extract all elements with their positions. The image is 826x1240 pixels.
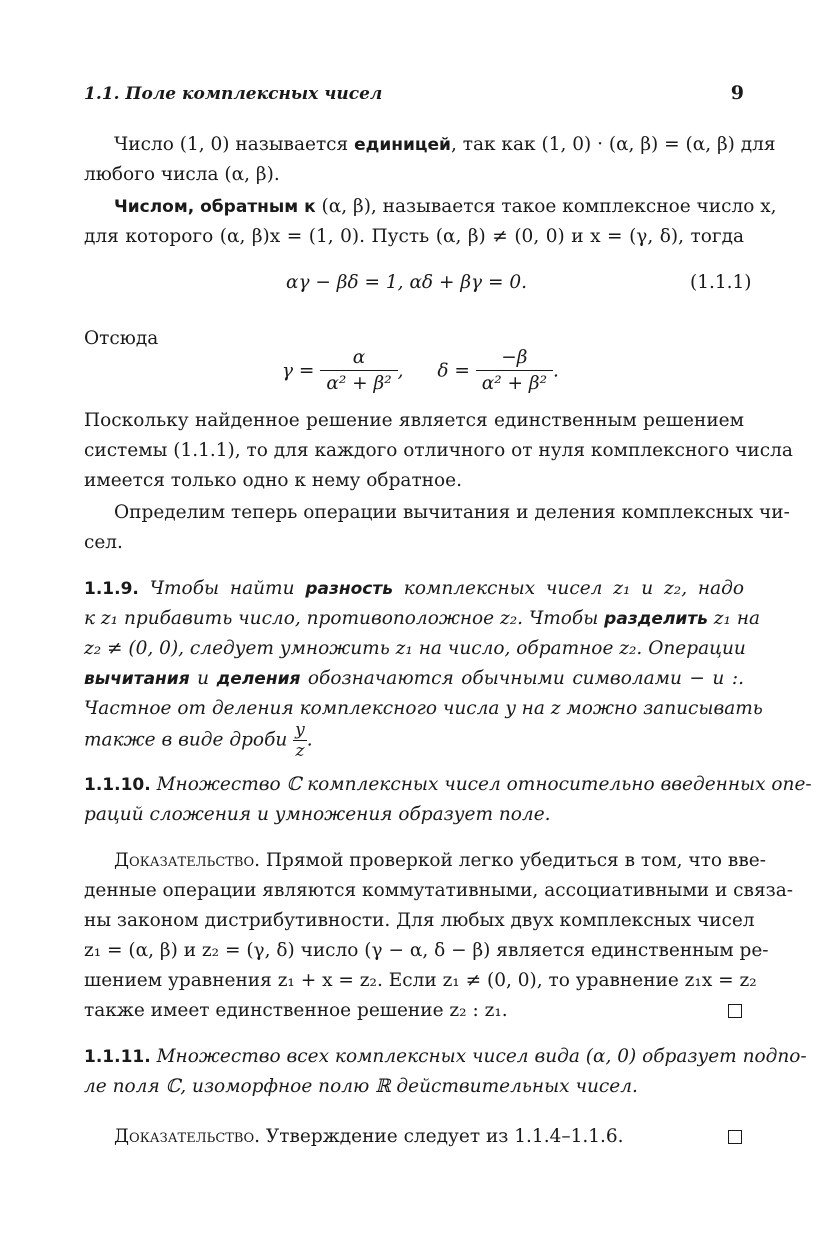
fraction-separator: , xyxy=(397,360,404,382)
para1-text-a: Число (1, 0) называется xyxy=(114,134,355,155)
y-over-z-fraction xyxy=(293,720,307,761)
frac-denominator: z xyxy=(295,741,305,761)
para2-line1 xyxy=(114,192,777,222)
def-text: также в виде дроби xyxy=(84,729,288,751)
proof-1-1-10-line6: также имеет единственное решение z₂ : z₁. xyxy=(84,1000,508,1021)
term-inverse: Числом, обратным к xyxy=(114,197,316,217)
thm-1-1-10-line1 xyxy=(84,770,812,800)
proof-1-1-10-line1 xyxy=(114,846,766,876)
page-number: 9 xyxy=(730,82,744,104)
def-1-1-9-line3: z₂ ≠ (0, 0), следует умножить z₁ на число, обратное z₂. Операции xyxy=(84,638,746,659)
term-subtraction: вычитания xyxy=(84,669,190,689)
def-text: Чтобы найти xyxy=(138,578,306,599)
def-1-1-9-line1 xyxy=(84,574,744,604)
def-1-1-9-label: 1.1.9. xyxy=(84,579,139,599)
otsyuda-line: Отсюда xyxy=(84,328,159,349)
delta-lhs: δ = xyxy=(437,360,470,382)
para1-line2: любого числа (α, β). xyxy=(84,164,280,185)
proof-word: Доказательство. xyxy=(114,850,261,871)
term-divide: разделить xyxy=(604,609,708,629)
thm-1-1-10-line2: раций сложения и умножения образует поле. xyxy=(84,804,551,825)
equation-label: (1.1.1) xyxy=(690,272,752,293)
def-text: к z₁ прибавить число, противоположное z₂. Чтобы xyxy=(84,608,605,629)
thm-1-1-11-line2: ле поля ℂ, изоморфное полю ℝ действительных чисел. xyxy=(84,1076,638,1097)
fraction-end: . xyxy=(553,360,559,382)
proof-1-1-10-line2: денные операции являются коммутативными, ассоциативными и связа- xyxy=(84,880,793,901)
def-1-1-9-line4 xyxy=(84,664,744,694)
thm-1-1-11-line1 xyxy=(84,1042,807,1072)
delta-numerator: −β xyxy=(476,346,553,371)
gamma-denominator: α² + β² xyxy=(326,373,392,394)
proof-text: Прямой проверкой легко убедиться в том, что вве- xyxy=(260,850,766,871)
term-difference: разность xyxy=(305,579,393,599)
para3-line3: имеется только одно к нему обратное. xyxy=(84,470,462,491)
para3-line2: системы (1.1.1), то для каждого отличного от нуля комплексного числа xyxy=(84,440,793,461)
thm-1-1-11-label: 1.1.11. xyxy=(84,1047,151,1067)
def-text: и xyxy=(189,668,217,689)
term-unit: единицей xyxy=(354,135,451,155)
thm-text: Множество ℂ комплексных чисел относительно введенных опе- xyxy=(150,774,812,795)
term-division: деления xyxy=(216,669,301,689)
thm-text: Множество всех комплексных чисел вида (α, 0) образует подпо- xyxy=(150,1046,807,1067)
para1-line1 xyxy=(114,130,776,160)
para4-line1: Определим теперь операции вычитания и деления комплексных чи- xyxy=(114,502,790,523)
qed-square-icon xyxy=(728,1004,742,1018)
equation-1-1-1: αγ − βδ = 1, αδ + βγ = 0. xyxy=(286,272,527,293)
gamma-numerator: α xyxy=(320,346,397,371)
def-text: z₁ на xyxy=(707,608,761,629)
def-1-1-9-line2 xyxy=(84,604,761,634)
def-1-1-9-line6 xyxy=(84,720,744,764)
delta-fraction xyxy=(476,346,553,397)
para4-line2: сел. xyxy=(84,532,123,553)
def-text: комплексных чисел z₁ и z₂, надо xyxy=(392,578,744,599)
def-text-end: . xyxy=(306,729,313,751)
para3-line1: Поскольку найденное решение является единственным решением xyxy=(84,410,744,431)
para2-line2: для которого (α, β)x = (1, 0). Пусть (α, β) ≠ (0, 0) и x = (γ, δ), тогда xyxy=(84,226,744,247)
delta-denominator: α² + β² xyxy=(481,373,548,394)
def-text: обозначаются обычными символами − и :. xyxy=(300,668,744,689)
proof-text: Утверждение следует из 1.1.4–1.1.6. xyxy=(260,1126,624,1147)
def-1-1-9-line5: Частное от деления комплексного числа y на z можно записывать xyxy=(84,698,763,719)
page-header xyxy=(84,82,744,110)
running-title: 1.1. Поле комплексных чисел xyxy=(84,84,383,104)
proof-1-1-10-line3: ны законом дистрибутивности. Для любых двух комплексных чисел xyxy=(84,910,755,931)
gamma-lhs: γ = xyxy=(282,360,315,382)
thm-1-1-10-label: 1.1.10. xyxy=(84,775,151,795)
proof-1-1-10-line4: z₁ = (α, β) и z₂ = (γ, δ) число (γ − α, δ − β) является единственным ре- xyxy=(84,940,769,961)
para1-text-b: , так как (1, 0) · (α, β) = (α, β) для xyxy=(450,134,776,155)
qed-square-icon xyxy=(728,1130,742,1144)
equation-gamma-delta xyxy=(282,346,559,397)
proof-1-1-11-line1 xyxy=(114,1122,744,1152)
para2-text-b: (α, β), называется такое комплексное число x, xyxy=(315,196,777,217)
proof-1-1-10-line5: шением уравнения z₁ + x = z₂. Если z₁ ≠ (0, 0), то уравнение z₁x = z₂ xyxy=(84,970,757,991)
gamma-fraction xyxy=(320,346,397,397)
proof-word: Доказательство. xyxy=(114,1126,261,1147)
frac-numerator: y xyxy=(295,720,305,740)
